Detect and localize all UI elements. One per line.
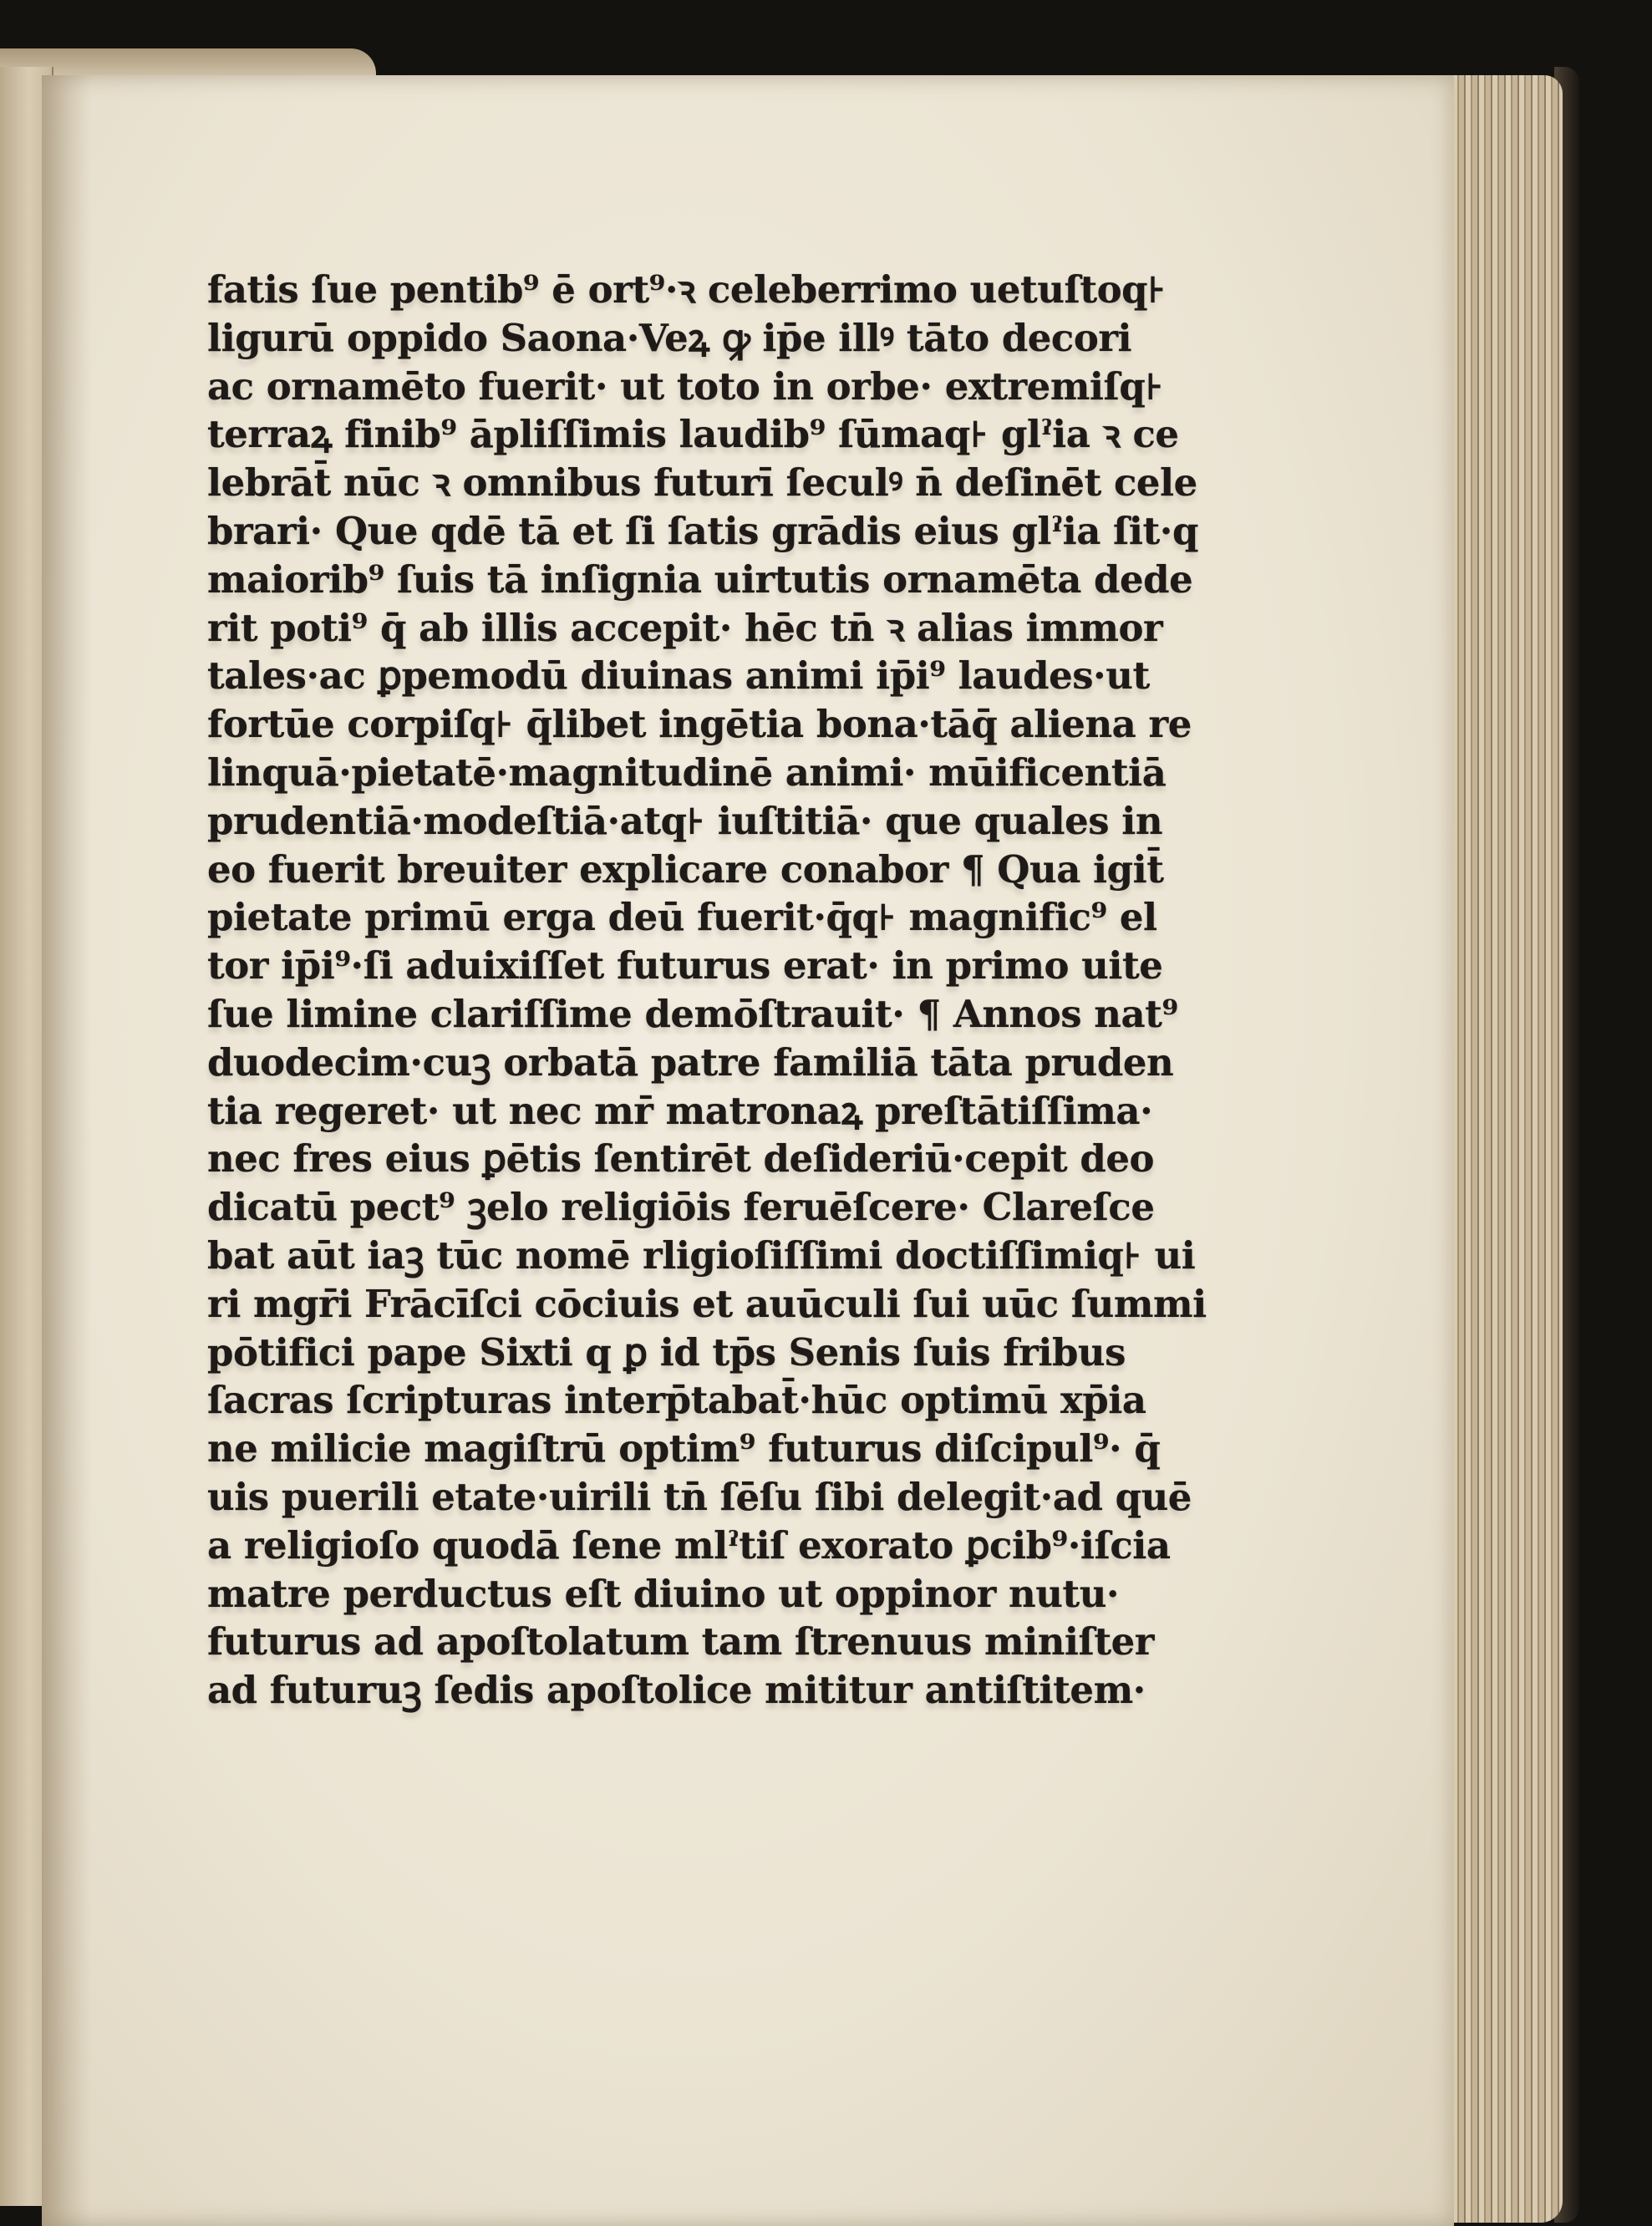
text-line: ligurū oppido Saona·Veꝝ ꝙ ip̄e illꝰ tāto decori [207, 315, 1132, 360]
text-line: tia regeret· ut nec mr̄ matronaꝝ preſtātiſſima· [207, 1088, 1153, 1133]
text-line: lebrāt̄ nūc ꝛ omnibus futurī ſeculꝰ n̄ deſinēt cele [207, 460, 1197, 506]
text-line: futurus ad apoſtolatum tam ſtrenuus miniſter [207, 1619, 1154, 1664]
text-line: dicatū pect⁹ ꝫelo religiōis feruēſcere· Clareſce [207, 1185, 1155, 1230]
text-line: linquā·pietatē·magnitudinē animi· mūificentiā [207, 750, 1167, 795]
text-line: pōtifici pape Sixti q ꝑ id tp̄s Senis ſuis fribus [207, 1329, 1126, 1375]
text-line: ad futuruꝫ ſedis apoſtolice mititur antiſtitem· [207, 1668, 1146, 1713]
text-line: prudentiā·modeſtiā·atq꜔ iuſtitiā· que quales in [207, 798, 1163, 843]
printed-text-block [207, 266, 1207, 1715]
text-line: fatis ſue pentib⁹ ē ort⁹·ꝛ celeberrimo uetuſtoq꜔ [207, 267, 1167, 312]
text-line: nec fres eius ꝑētis ſentirēt deſideriū·cepit deo [207, 1136, 1154, 1182]
text-line: ri mgr̄i Frācīſci cōciuis et auūculi ſui uūc ſummi [207, 1281, 1207, 1326]
text-line: ne milicie magiſtrū optim⁹ futurus diſcipul⁹· q̄ [207, 1426, 1161, 1471]
gutter-shadow [42, 75, 92, 2226]
text-line: fortūe corpiſq꜔ q̄libet ingētia bona·tāq̄ aliena re [207, 702, 1192, 747]
text-line: brari· Que qdē tā et ſi ſatis grādis eius glˀia ſit·q [207, 508, 1198, 553]
text-line: uis puerili etate·uirili tn̄ ſēſu ſibi delegit·ad quē [207, 1474, 1192, 1519]
text-line: tor ip̄i⁹·ſi aduixiſſet futurus erat· in primo uite [207, 943, 1163, 988]
page-stack-fore-edge [1446, 75, 1563, 2223]
text-line: matre perductus eſt diuino ut oppinor nutu· [207, 1571, 1120, 1616]
text-line: duodecim·cuꝫ orbatā patre familiā tāta pruden [207, 1039, 1174, 1085]
text-line: terraꝝ finib⁹ āpliſſimis laudib⁹ ſūmaq꜔ glˀia ꝛ ce [207, 412, 1179, 457]
text-line: a religioſo quodā ſene mlˀtiſ exorato ꝑcib⁹·iſcia [207, 1522, 1171, 1568]
text-line: tales·ac ꝑpemodū diuinas animi ip̄i⁹ laudes·ut [207, 653, 1150, 699]
recto-page [42, 75, 1454, 2226]
text-line: pietate primū erga deū fuerit·q̄q꜔ magnific⁹ el [207, 895, 1157, 940]
text-line: bat aūt iaꝫ tūc nomē rligioſiſſimi doctiſſimiq꜔ ui [207, 1232, 1196, 1278]
text-line: ſacras ſcripturas interp̄tabat̄·hūc optimū xp̄ia [207, 1378, 1146, 1423]
text-line: maiorib⁹ ſuis tā inſignia uirtutis ornamēta dede [207, 556, 1193, 602]
text-line: ſue limine clariſſime demōſtrauit· ¶ Annos nat⁹ [207, 991, 1178, 1036]
text-line: ac ornamēto fuerit· ut toto in orbe· extremiſq꜔ [207, 363, 1164, 409]
text-line: rit poti⁹ q̄ ab illis accepit· hēc tn̄ ꝛ alias immor [207, 605, 1163, 650]
text-line: eo fuerit breuiter explicare conabor ¶ Qua igit̄ [207, 846, 1164, 892]
